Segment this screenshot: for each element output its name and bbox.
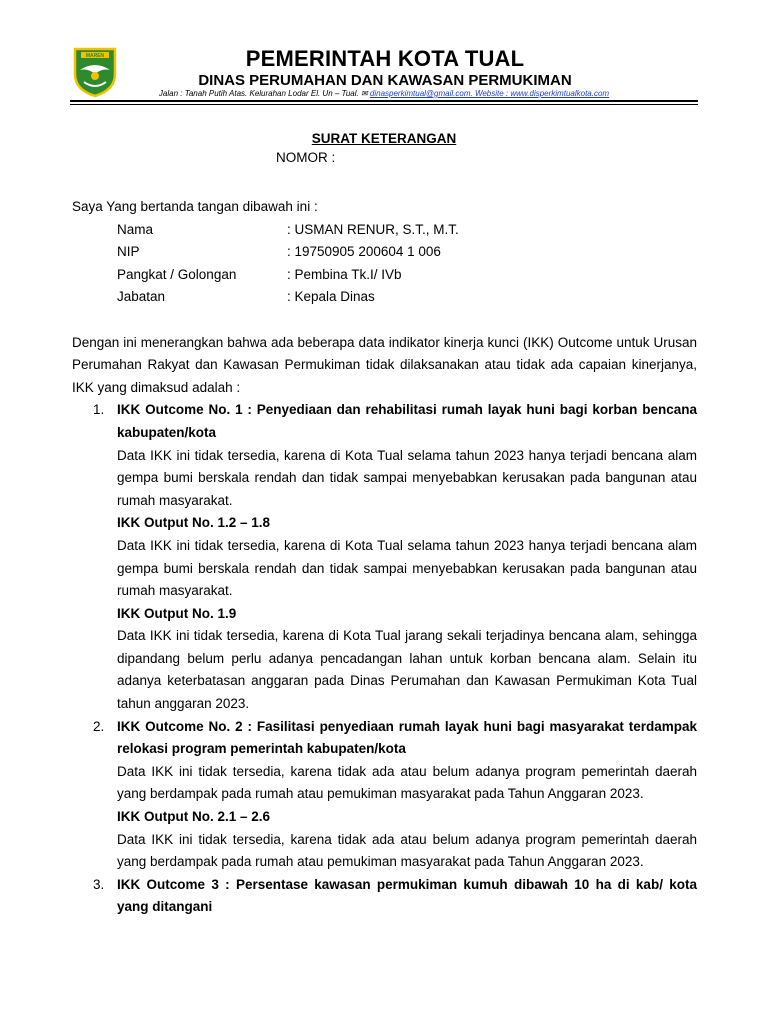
sub-body: Data IKK ini tidak tersedia, karena di Kota Tual selama tahun 2023 hanya terjadi bencana alam gempa bumi berskala rendah dan tidak sampai menyebabkan kerusakan pada bangunan atau rumah masyarakat. (117, 537, 697, 599)
item-body: Data IKK ini tidak tersedia, karena tidak ada atau belum adanya program pemerintah daerah yang berdampak pada rumah atau pemukiman masyarakat pada Tahun Anggaran 2023. (117, 763, 697, 802)
identity-row-name (117, 219, 697, 242)
sub-heading: IKK Output No. 2.1 – 2.6 (117, 809, 271, 825)
item-number: 2. (93, 718, 105, 734)
list-item (72, 874, 697, 919)
contact-link[interactable]: dinasperkimtual@gmail.com. Website : www.disperkimtualkota.com (369, 89, 610, 98)
identity-value: : Pembina Tk.I/ IVb (287, 266, 402, 282)
item-heading: IKK Outcome No. 1 : Penyediaan dan rehabilitasi rumah layak huni bagi korban bencana kabupaten/kota (117, 402, 697, 440)
document-title: SURAT KETERANGAN (311, 131, 457, 146)
document-body (72, 196, 697, 919)
identity-value: : 19750905 200604 1 006 (287, 244, 441, 260)
header-rule-thick (70, 100, 698, 102)
address-line (70, 89, 698, 98)
item-number: 1. (93, 402, 105, 418)
identity-label: Jabatan (117, 289, 166, 305)
identity-row-nip (117, 241, 697, 264)
identity-value: : Kepala Dinas (287, 289, 375, 305)
mail-icon: ✉ (360, 89, 368, 98)
list-item (72, 399, 697, 715)
ikk-list (72, 399, 697, 919)
sub-body: Data IKK ini tidak tersedia, karena di Kota Tual jarang sekali terjadinya bencana alam, sehingga dipandang belum perlu adanya pencadangan lahan untuk korban bencana alam. Selain itu adanya keterbatasan anggaran pada Dinas Perumahan dan Kawasan Permukiman Kota Tual tahun anggaran 2023. (117, 628, 697, 712)
emblem-text: MAREN (85, 53, 105, 59)
sub-body: Data IKK ini tidak tersedia, karena tidak ada atau belum adanya program pemerintah daerah yang berdampak pada rumah atau pemukiman masyarakat pada Tahun Anggaran 2023. (117, 831, 697, 870)
identity-value: : USMAN RENUR, S.T., M.T. (287, 221, 459, 237)
statement-paragraph: Dengan ini menerangkan bahwa ada beberapa data indikator kinerja kunci (IKK) Outcome untuk Urusan Perumahan Rakyat dan Kawasan Permukiman tidak dilaksanakan atau tidak ada capaian kinerjanya, IKK yang dimaksud adalah : (72, 334, 697, 395)
identity-row-rank (117, 264, 697, 287)
list-item (72, 716, 697, 874)
sub-heading: IKK Output No. 1.2 – 1.8 (117, 515, 271, 531)
signatory-identity (117, 219, 697, 309)
header-rule-thin (70, 104, 698, 105)
address-text: Jalan : Tanah Putih Atas. Kelurahan Lodar El. Un – Tual. (158, 89, 359, 98)
government-name: PEMERINTAH KOTA TUAL (245, 46, 525, 71)
intro-text: Saya Yang bertanda tangan dibawah ini : (72, 199, 318, 214)
item-heading: IKK Outcome No. 2 : Fasilitasi penyediaan rumah layak huni bagi masyarakat terdampak relokasi program pemerintah kabupaten/kota (117, 718, 697, 757)
document-number: NOMOR : (276, 150, 336, 165)
identity-row-position (117, 286, 697, 309)
identity-label: NIP (117, 244, 140, 260)
item-number: 3. (93, 876, 105, 892)
sub-heading: IKK Output No. 1.9 (117, 605, 237, 621)
item-heading: IKK Outcome 3 : Persentase kawasan permukiman kumuh dibawah 10 ha di kab/ kota yang ditangani (117, 876, 697, 915)
identity-label: Nama (117, 221, 154, 237)
agency-name: DINAS PERUMAHAN DAN KAWASAN PERMUKIMAN (198, 72, 572, 89)
item-body: Data IKK ini tidak tersedia, karena di Kota Tual selama tahun 2023 hanya terjadi bencana alam gempa bumi berskala rendah dan tidak sampai menyebabkan kerusakan pada bangunan atau rumah masyarakat. (117, 447, 697, 508)
identity-label: Pangkat / Golongan (117, 266, 237, 282)
